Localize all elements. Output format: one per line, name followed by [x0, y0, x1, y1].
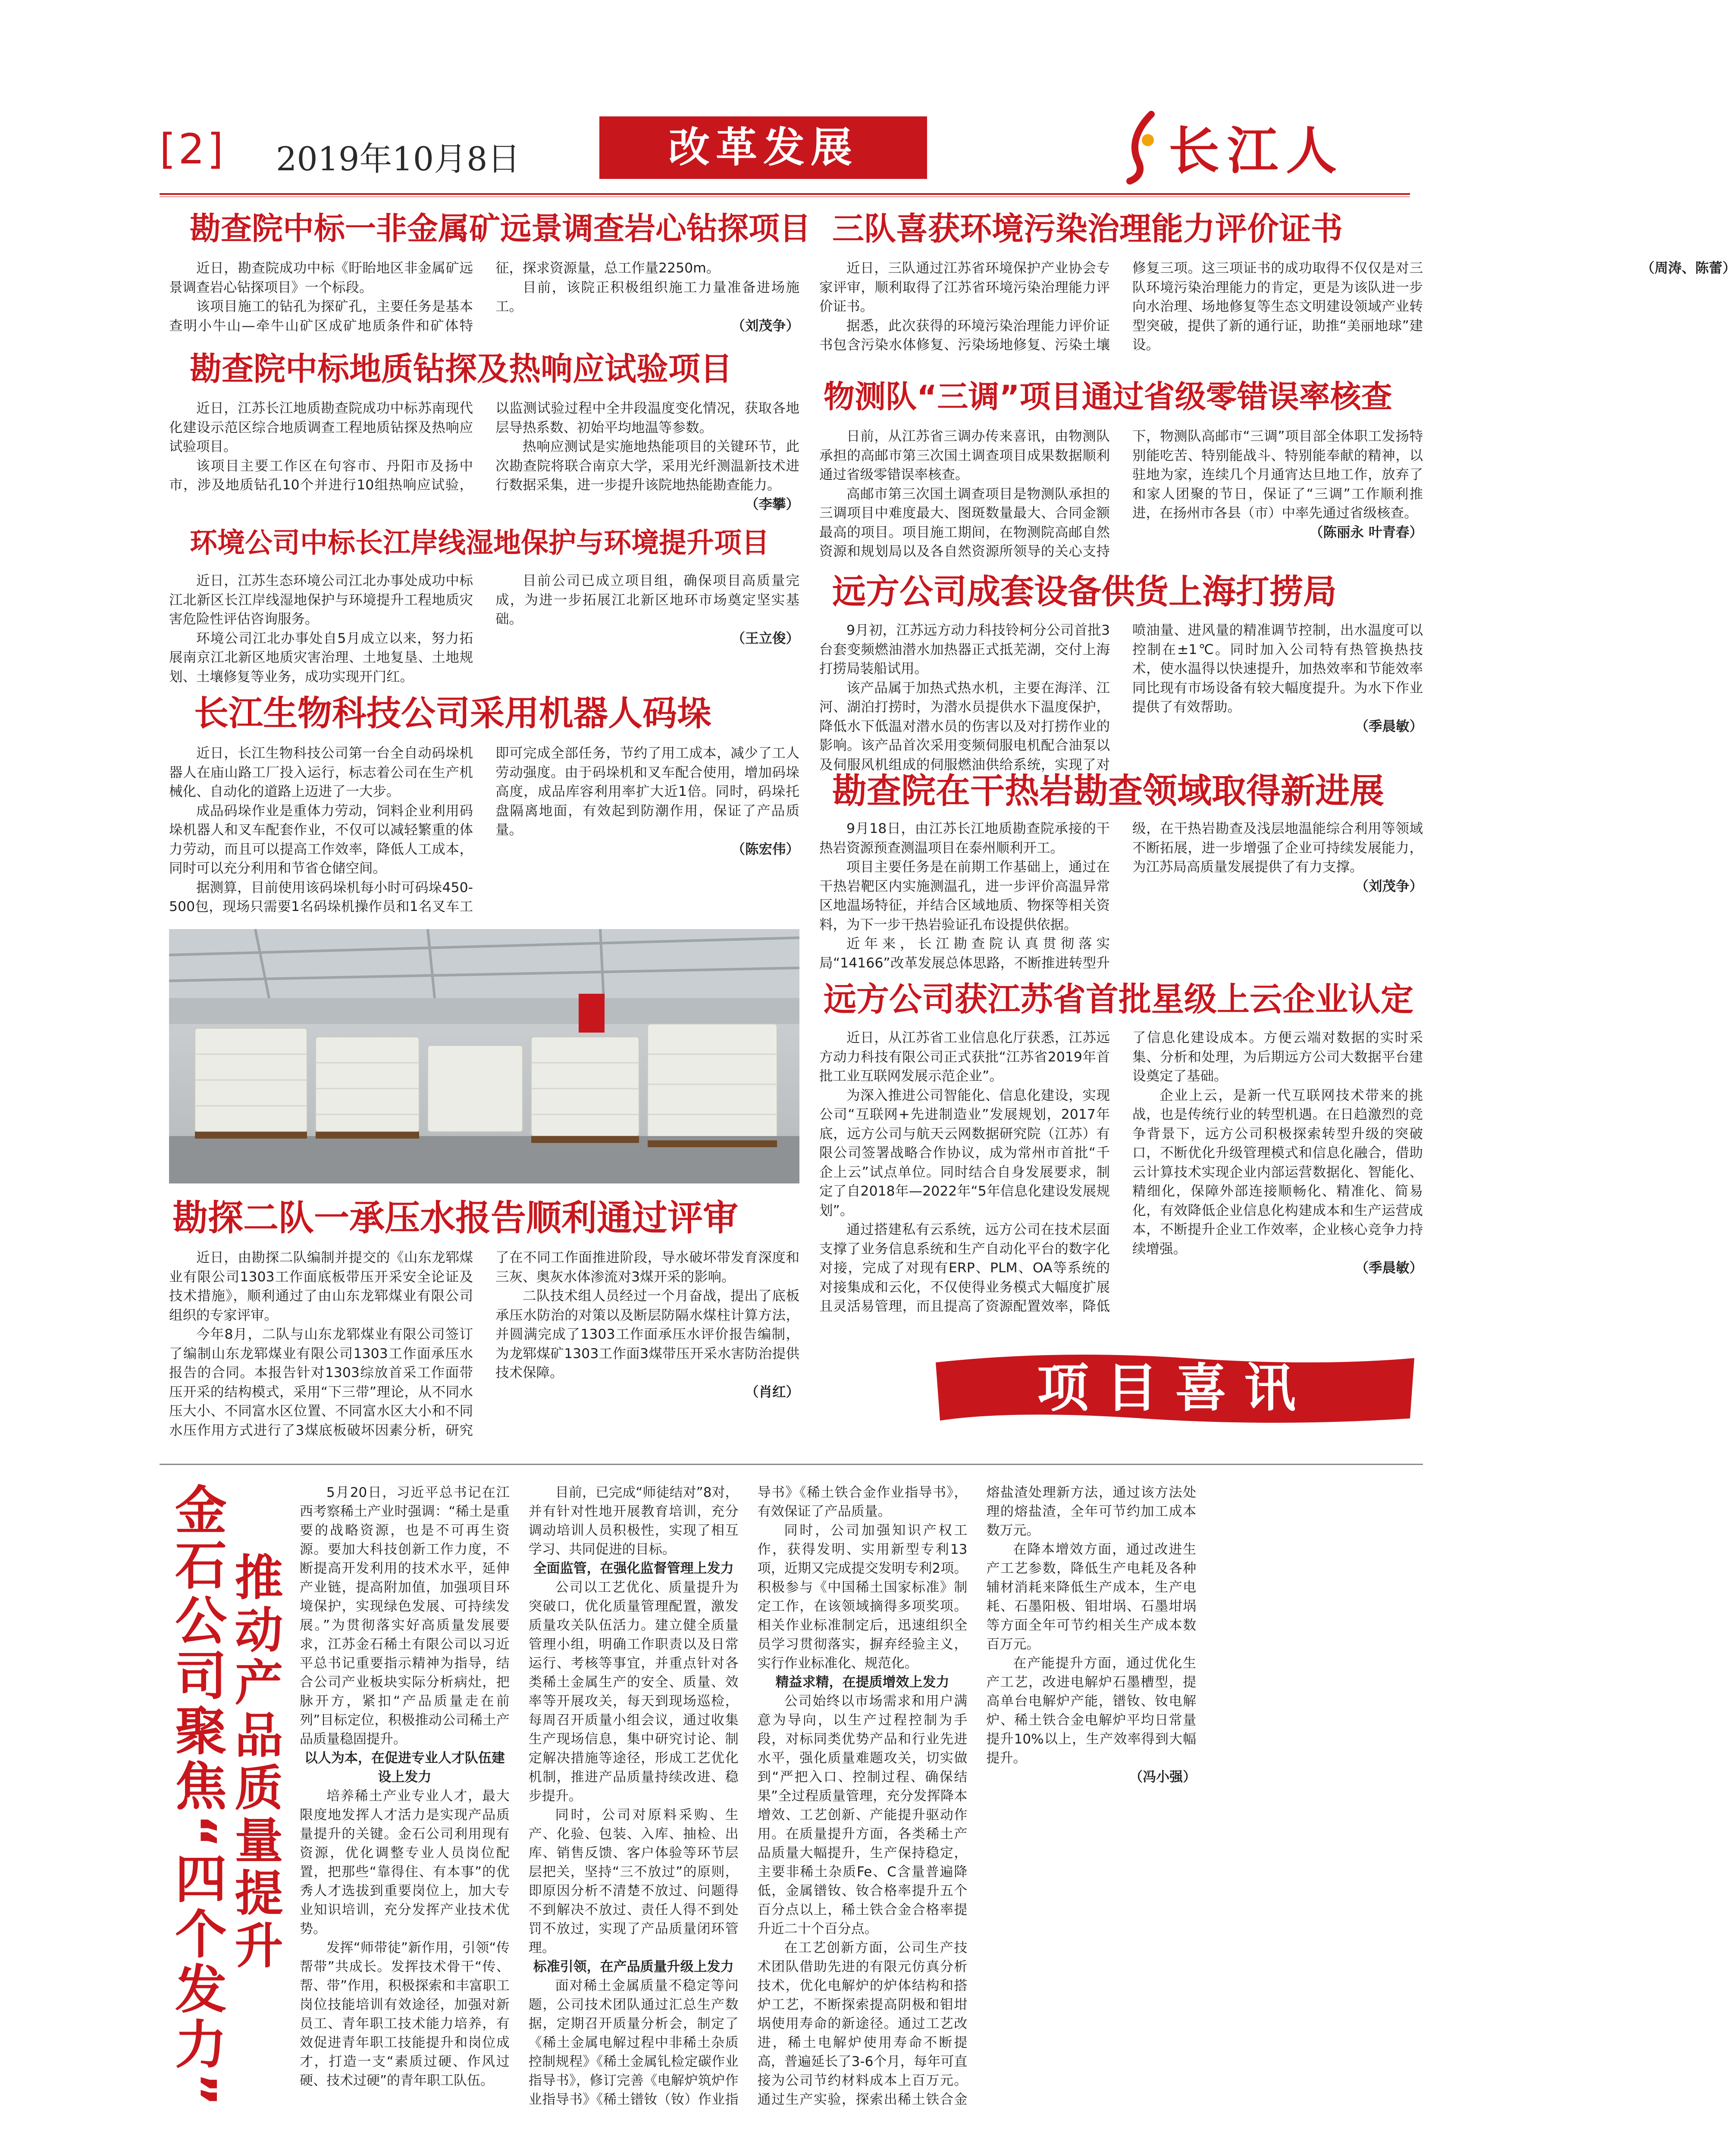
paragraph: 日前，从江苏省三调办传来喜讯，由物测队承担的高邮市第三次国土调查项目成果数据顺利通过省级零错误率核查。: [819, 429, 1110, 482]
warehouse-photo: [169, 929, 799, 1183]
paragraph: 全面监管，在强化监督管理上发力: [533, 1561, 734, 1576]
paragraph: 在工艺创新方面，公司生产技术团队借助先进的有限元仿真分析技术，优化电解炉的炉体结构和搭炉工艺，不断探索提高阴极和钼坩埚使用寿命的新途径。通过工艺改进，稀土电解炉使用寿命不断提高，普遍延长了3-6个月，每年可直接为公司节约材料成本上百万元。通过生产实验，探索出稀土铁合金熔盐渣处理新方法，通过该方法处理的熔盐渣，全年可节约加工成本数万元。: [757, 1485, 1197, 2107]
article-title-b2: 物测队“三调”项目通过省级零错误率核查: [824, 379, 1392, 415]
article-body-b5: [819, 1028, 1423, 1321]
author: （刘茂争）: [1355, 878, 1423, 894]
article-body-a4: [169, 744, 799, 925]
paragraph: 公司以工艺优化、质量提升为突破口，优化质量管理配置，激发质量攻关队伍活力。建立健全质量管理小组，明确工作职责以及日常运行、考核等事宜，并重点针对各类稀土金属生产的安全、质量、效率等开展攻关，每天到现场巡检，每周召开质量小组会议，通过收集生产现场信息，集中研究讨论、制定解决措施等途径，形成工艺优化机制，推进产品质量持续改进、稳步提升。: [528, 1580, 739, 1804]
author: （陈丽永 叶青春）: [1310, 524, 1423, 540]
paragraph: 据测算，目前使用该码垛机每小时可码垛450-500包，现场只需要1名码垛机操作员和1名叉车工即可完成全部任务，节约了用工成本，减少了工人劳动强度。由于码垛机和叉车配合使用，增加码垛高度，成品库容利用率扩大近1倍。同时，码垛托盘隔离地面，有效起到防潮作用，保证了产品质量。: [169, 745, 799, 914]
article-title-b5: 远方公司获江苏省首批星级上云企业认定: [824, 980, 1413, 1018]
paragraph: 据悉，此次获得的环境污染治理能力评价证书包含污染水体修复、污染场地修复、污染土壤修复三项。这三项证书的成功取得不仅仅是对三队环境污染治理能力的肯定，更是为该队进一步向水治理、场地修复等生态文明建设领域产业转型突破，提供了新的通行证，助推“美丽地球”建设。: [819, 260, 1423, 353]
paragraph: 发挥“师带徒”新作用，引领“传帮带”共成长。发挥技术骨干“传、帮、带”作用，积极探索和丰富职工岗位技能培训有效途径，加强对新员工、青年职工技术能力培养，有效促进青年职工技能提升和岗位成才，打造一支“素质过硬、作风过硬、技术过硬”的青年职工队伍。: [300, 1940, 510, 2088]
author: （肖红）: [745, 1384, 799, 1400]
author: （刘茂争）: [731, 318, 799, 334]
paragraph: 在降本增效方面，通过改进生产工艺参数，降低生产电耗及各种辅材消耗来降低生产成本，生产电耗、石墨阳极、钼坩埚、石墨坩埚等方面全年可节约相关生产成本数百万元。: [986, 1542, 1197, 1652]
logo-text: 长江人: [1169, 121, 1345, 181]
section-banner: [599, 116, 927, 179]
paragraph: 热响应测试是实施地热能项目的关键环节，此次勘查院将联合南京大学，采用光纤测温新技术进行数据采集，进一步提升该院地热能勘查能力。: [495, 439, 799, 493]
paragraph: 在产能提升方面，通过优化生产工艺，改进电解炉石墨槽型，提高单台电解炉产能，镨钕、钕电解炉、稀土铁合金电解炉平均日常量提升10%以上，生产效率得到大幅提升。: [986, 1656, 1197, 1766]
paragraph: 近年来，长江勘查院认真贯彻落实局“14166”改革发展总体思路，不断推进转型升级，在干热岩勘查及浅层地温能综合利用等领域不断拓展，进一步增强了企业可持续发展能力，为江苏局高质量发展提供了有力支撑。: [819, 821, 1423, 971]
feature-title-line1: 金石公司聚焦“四个发力”: [166, 1483, 226, 2110]
paragraph: 近日，江苏生态环境公司江北办事处成功中标江北新区长江岸线湿地保护与环境提升工程地质灾害危险性评估咨询服务。: [169, 573, 473, 627]
paragraph: 9月18日，由江苏长江地质勘查院承接的干热岩资源预查测温项目在泰州顺利开工。: [819, 821, 1110, 856]
article-title-a2: 勘查院中标地质钻探及热响应试验项目: [190, 351, 732, 388]
paragraph: 二队技术组人员经过一个月奋战，提出了底板承压水防治的对策以及断层防隔水煤柱计算方法，并圆满完成了1303工作面承压水评价报告编制，为龙郓煤矿1303工作面3煤带压开采水害防治提供技术保障。: [495, 1288, 799, 1380]
paragraph: 近日，从江苏省工业信息化厅获悉，江苏远方动力科技有限公司正式获批“江苏省2019年首批工业互联网发展示范企业”。: [819, 1030, 1110, 1084]
paragraph: 目前，已完成“师徒结对”8对，并有针对性地开展教育培训，充分调动培训人员积极性，实现了相互学习、共同促进的目标。: [528, 1485, 739, 1557]
page-number: [2]: [160, 125, 226, 173]
paragraph: 为深入推进公司智能化、信息化建设，实现公司“互联网+先进制造业”发展规划，2017年底，远方公司与航天云网数据研究院（江苏）有限公司签署战略合作协议，成为常州市首批“千企上云”试点单位。同时结合自身发展要求，制定了自2018年—2022年“5年信息化建设发展规划”。: [819, 1087, 1110, 1218]
paragraph: 该项目主要工作区在句容市、丹阳市及扬中市，涉及地质钻孔10个并进行10组热响应试验，以监测试验过程中全井段温度变化情况，获取各地层导热系数、初始平均地温等参数。: [169, 401, 799, 493]
author: （陈宏伟）: [731, 841, 799, 857]
paragraph: 环境公司江北办事处自5月成立以来，努力拓展南京江北新区地质灾害治理、土地复垦、土地规划、土壤修复等业务，成功实现开门红。: [169, 630, 473, 685]
article-body-b4: [819, 819, 1423, 979]
paragraph: 近日，勘查院成功中标《盱眙地区非金属矿远景调查岩心钻探项目》一个标段。: [169, 260, 473, 295]
article-title-b4: 勘查院在干热岩勘查领域取得新进展: [832, 771, 1384, 811]
paragraph: 5月20日，习近平总书记在江西考察稀土产业时强调：“稀土是重要的战略资源，也是不可再生资源。要加大科技创新工作力度，不断提高开发利用的技术水平，延伸产业链，提高附加值，加强项目环境保护，实现绿色发展、可持续发展。”为贯彻落实好高质量发展要求，江苏金石稀土有限公司以习近平总书记重要指示精神为指导，结合公司产业板块实际分析病灶，把脉开方，紧扣“产品质量走在前列”目标定位，积极推动公司稀土产品质量稳固提升。: [300, 1485, 510, 1747]
article-body-a3: [169, 571, 799, 688]
article-body-b1: [819, 259, 1736, 358]
article-body-a5: [169, 1248, 799, 1464]
paragraph: 近日，三队通过江苏省环境保护产业协会专家评审，顺利取得了江苏省环境污染治理能力评价证书。: [819, 260, 1110, 314]
paragraph: 近日，由勘探二队编制并提交的《山东龙郓煤业有限公司1303工作面底板带压开采安全论证及技术措施》，顺利通过了由山东龙郓煤业有限公司组织的专家评审。: [169, 1250, 473, 1323]
paragraph: 标准引领，在产品质量升级上发力: [533, 1959, 734, 1975]
author: （季晨敏）: [1355, 1260, 1423, 1276]
article-title-a4: 长江生物科技公司采用机器人码垛: [194, 693, 711, 733]
article-title-a5: 勘探二队一承压水报告顺利通过评审: [172, 1198, 739, 1239]
article-title-b1: 三队喜获环境污染治理能力评价证书: [832, 210, 1343, 247]
paragraph: 培养稀土产业专业人才，最大限度地发挥人才活力是实现产品质量提升的关键。金石公司利用现有资源，优化调整专业人员岗位配置，把那些“靠得住、有本事”的优秀人才选拔到重要岗位上，加大专业知识培训，充分发挥产业技术优势。: [300, 1788, 510, 1937]
paragraph: 高邮市第三次国土调查项目是物测队承担的三调项目中难度最大、图斑数量最大、合同金额最高的项目。项目施工期间，在物测院高邮自然资源和规划局以及各自然资源所领导的关心支持下，物测队高邮市“三调”项目部全体职工发扬特别能吃苦、特别能战斗、特别能奉献的精神，以驻地为家，连续几个月通宵达旦地工作，放弃了和家人团聚的节日，保证了“三调”工作顺利推进，在扬州市各县（市）中率先通过省级核查。: [819, 429, 1423, 559]
paragraph: 该产品属于加热式热水机，主要在海洋、江河、湖泊打捞时，为潜水员提供水下温度保护，降低水下低温对潜水员的伤害以及对打捞作业的影响。该产品首次采用变频伺服电机配合油泵以及伺服风机组成的伺服燃油供给系统，实现了对喷油量、进风量的精准调节控制，出水温度可以控制在±1℃。同时加入公司特有热管换热技术，使水温得以快速提升，加热效率和节能效率同比现有市场设备有较大幅度提升。为水下作业提供了有效帮助。: [819, 623, 1423, 773]
paragraph: 面对稀土金属质量不稳定等问题，公司技术团队通过汇总生产数据，定期召开质量分析会，制定了《稀土金属电解过程中非稀土杂质控制规程》《稀土金属钆检定碳作业指导书》，修订完善《电解炉筑炉作业指导书》《稀土镨钕（钕）作业指导书》《稀土铁合金作业指导书》，有效保证了产品质量。: [528, 1485, 968, 2107]
author: （季晨敏）: [1355, 718, 1423, 734]
warehouse-image: [169, 929, 799, 1183]
banner-text: 项目喜讯: [1037, 1358, 1313, 1418]
paragraph: 同时，公司加强知识产权工作，获得发明、实用新型专利13项，近期又完成提交发明专利2项。积极参与《中国稀土国家标准》制定工作，在该领域摘得多项奖项。相关作业标准制定后，迅速组织全员学习贯彻落实，摒弃经验主义，实行作业标准化、规范化。: [757, 1523, 968, 1671]
paragraph: 通过搭建私有云系统，远方公司在技术层面支撑了业务信息系统和生产自动化平台的数字化对接，完成了对现有ERP、PLM、OA等系统的对接集成和云化，不仅使得业务模式大幅度扩展且灵活易管理，而且提高了资源配置效率，降低了信息化建设成本。方便云端对数据的实时采集、分析和处理，为后期远方公司大数据平台建设奠定了基础。: [819, 1030, 1423, 1314]
paragraph: 近日，长江生物科技公司第一台全自动码垛机器人在庙山路工厂投入运行，标志着公司在生产机械化、自动化的道路上迈进了一大步。: [169, 745, 473, 799]
article-body-b2: [819, 427, 1423, 569]
project-news-banner: [927, 1345, 1423, 1431]
paragraph: 以人为本，在促进专业人才队伍建设上发力: [304, 1750, 505, 1785]
feature-rule: [160, 1464, 1423, 1465]
issue-date: 2019年10月8日: [276, 140, 520, 178]
header-rule: [160, 193, 1410, 195]
paragraph: 同时，公司对原料采购、生产、化验、包装、入库、抽检、出库、销售反馈、客户体验等环节层层把关，坚持“三不放过”的原则，即原因分析不清楚不放过、问题得不到解决不放过、责任人得不到处罚不放过，实现了产品质量闭环管理。: [528, 1807, 739, 1956]
article-body-a2: [169, 399, 799, 515]
feature-title-line2: 推动产品质量提升: [227, 1552, 283, 1973]
section-title: 改革发展: [668, 123, 858, 172]
author: （王立俊）: [731, 630, 799, 646]
paragraph: 该项目施工的钻孔为探矿孔，主要任务是基本查明小牛山—牵牛山矿区成矿地质条件和矿体特征，探求资源量，总工作量2250m。: [169, 260, 720, 334]
logo-swoosh-icon: [1121, 110, 1169, 183]
article-body-a1: [169, 259, 799, 341]
author: （李攀）: [745, 496, 799, 512]
author: （周涛、陈蕾）: [1641, 260, 1736, 276]
feature-body: [300, 1483, 1425, 2121]
article-title-b3: 远方公司成套设备供货上海打捞局: [832, 573, 1337, 611]
paragraph: 目前，该院正积极组织施工力量准备进场施工。: [495, 279, 799, 314]
paragraph: 成品码垛作业是重体力劳动，饲料企业利用码垛机器人和叉车配套作业，不仅可以减轻繁重的体力劳动，而且可以提高工作效率，降低人工成本，同时可以充分利用和节省仓储空间。: [169, 803, 473, 876]
paragraph: 公司始终以市场需求和用户满意为导向，以生产过程控制为手段，对标同类优势产品和行业先进水平，强化质量难题攻关，切实做到“严把入口、控制过程、确保结果”全过程质量管理，充分发挥降本增效、工艺创新、产能提升驱动作用。在质量提升方面，各类稀土产品质量大幅提升，生产保持稳定，主要非稀土杂质Fe、C含量普遍降低，金属镨钕、钕合格率提升五个百分点以上，稀土铁合金合格率提升近二十个百分点。: [757, 1693, 968, 1937]
paragraph: 9月初，江苏远方动力科技铃柯分公司首批3台套变频燃油潜水加热器正式抵芜湖，交付上海打捞局装船试用。: [819, 623, 1110, 676]
article-body-b3: [819, 621, 1423, 778]
paragraph: 近日，江苏长江地质勘查院成功中标苏南现代化建设示范区综合地质调查工程地质钻探及热响应试验项目。: [169, 401, 473, 454]
paragraph: 项目主要任务是在前期工作基础上，通过在干热岩靶区内实施测温孔，进一步评价高温异常区地温场特征，并结合区域地质、物探等相关资料，为下一步干热岩验证孔布设提供依据。: [819, 859, 1110, 933]
paragraph: 企业上云，是新一代互联网技术带来的挑战，也是传统行业的转型机遇。在日趋激烈的竞争背景下，远方公司积极探索转型升级的突破口，不断优化升级管理模式和信息化融合，借助云计算技术实现企业内部运营数据化、智能化、精细化，保障外部连接顺畅化、精准化、简易化，有效降低企业信息化构建成本和生产运营成本，不断提升企业工作效率，企业核心竞争力持续增强。: [1132, 1087, 1423, 1257]
newspaper-logo: [1121, 110, 1388, 183]
author: （冯小强）: [1129, 1769, 1197, 1785]
article-title-a3: 环境公司中标长江岸线湿地保护与环境提升项目: [190, 527, 769, 559]
paragraph: 今年8月，二队与山东龙郓煤业有限公司签订了编制山东龙郓煤业有限公司1303工作面承压水报告的合同。本报告针对1303综放首采工作面带压开采的结构模式，采用“下三带”理论，从不同水压大小、不同富水区位置、不同富水区大小和不同水压作用方式进行了3煤底板破坏因素分析，研究了在不同工作面推进阶段，导水破坏带发育深度和三灰、奥灰水体渗流对3煤开采的影响。: [169, 1250, 799, 1438]
paragraph: 目前公司已成立项目组，确保项目高质量完成，为进一步拓展江北新区地环市场奠定坚实基础。: [495, 573, 799, 627]
paragraph: 精益求精，在提质增效上发力: [775, 1675, 949, 1690]
article-title-a1: 勘查院中标一非金属矿远景调查岩心钻探项目: [190, 210, 811, 247]
